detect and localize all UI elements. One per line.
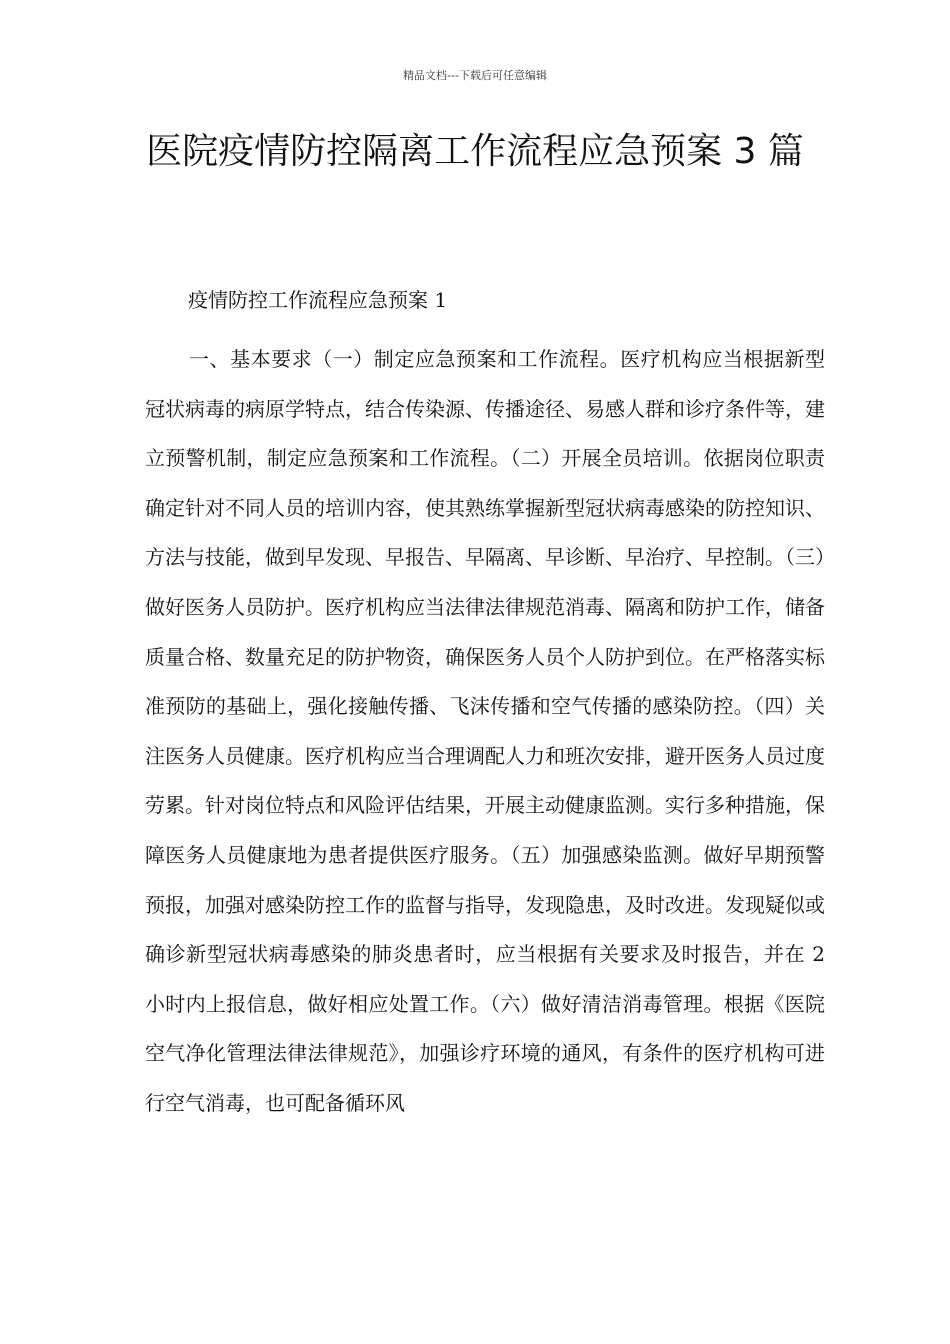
section-title: 疫情防控工作流程应急预案 1 (188, 288, 448, 312)
header-note: 精品文档---下载后可任意编辑 (403, 69, 547, 82)
body-paragraph: 一、基本要求（一）制定应急预案和工作流程。医疗机构应当根据新型冠状病毒的病原学特点，结合传染源、传播途径、易感人群和诊疗条件等，建立预警机制，制定应急预案和工作流程。（二）开展全员培训。依据岗位职责确定针对不同人员的培训内容，使其熟练掌握新型冠状病毒感染的防控知识、方法与技能，做到早发现、早报告、早隔离、早诊断、早治疗、早控制。（三）做好医务人员防护。医疗机构应当法律法律规范消毒、隔离和防护工作，储备质量合格、数量充足的防护物资，确保医务人员个人防护到位。在严格落实标准预防的基础上，强化接触传播、飞沫传播和空气传播的感染防控。（四）关注医务人员健康。医疗机构应当合理调配人力和班次安排，避开医务人员过度劳累。针对岗位特点和风险评估结果，开展主动健康监测。实行多种措施，保障医务人员健康地为患者提供医疗服务。（五）加强感染监测。做好早期预警预报，加强对感染防控工作的监督与指导，发现隐患，及时改进。发现疑似或确诊新型冠状病毒感染的肺炎患者时，应当根据有关要求及时报告，并在 2 小时内上报信息，做好相应处置工作。（六）做好清洁消毒管理。根据《医院空气净化管理法律法律规范》，加强诊疗环境的通风，有条件的医疗机构可进行空气消毒，也可配备循环风 (145, 347, 825, 1115)
document-title: 医院疫情防控隔离工作流程应急预案 3 篇 (146, 131, 804, 172)
